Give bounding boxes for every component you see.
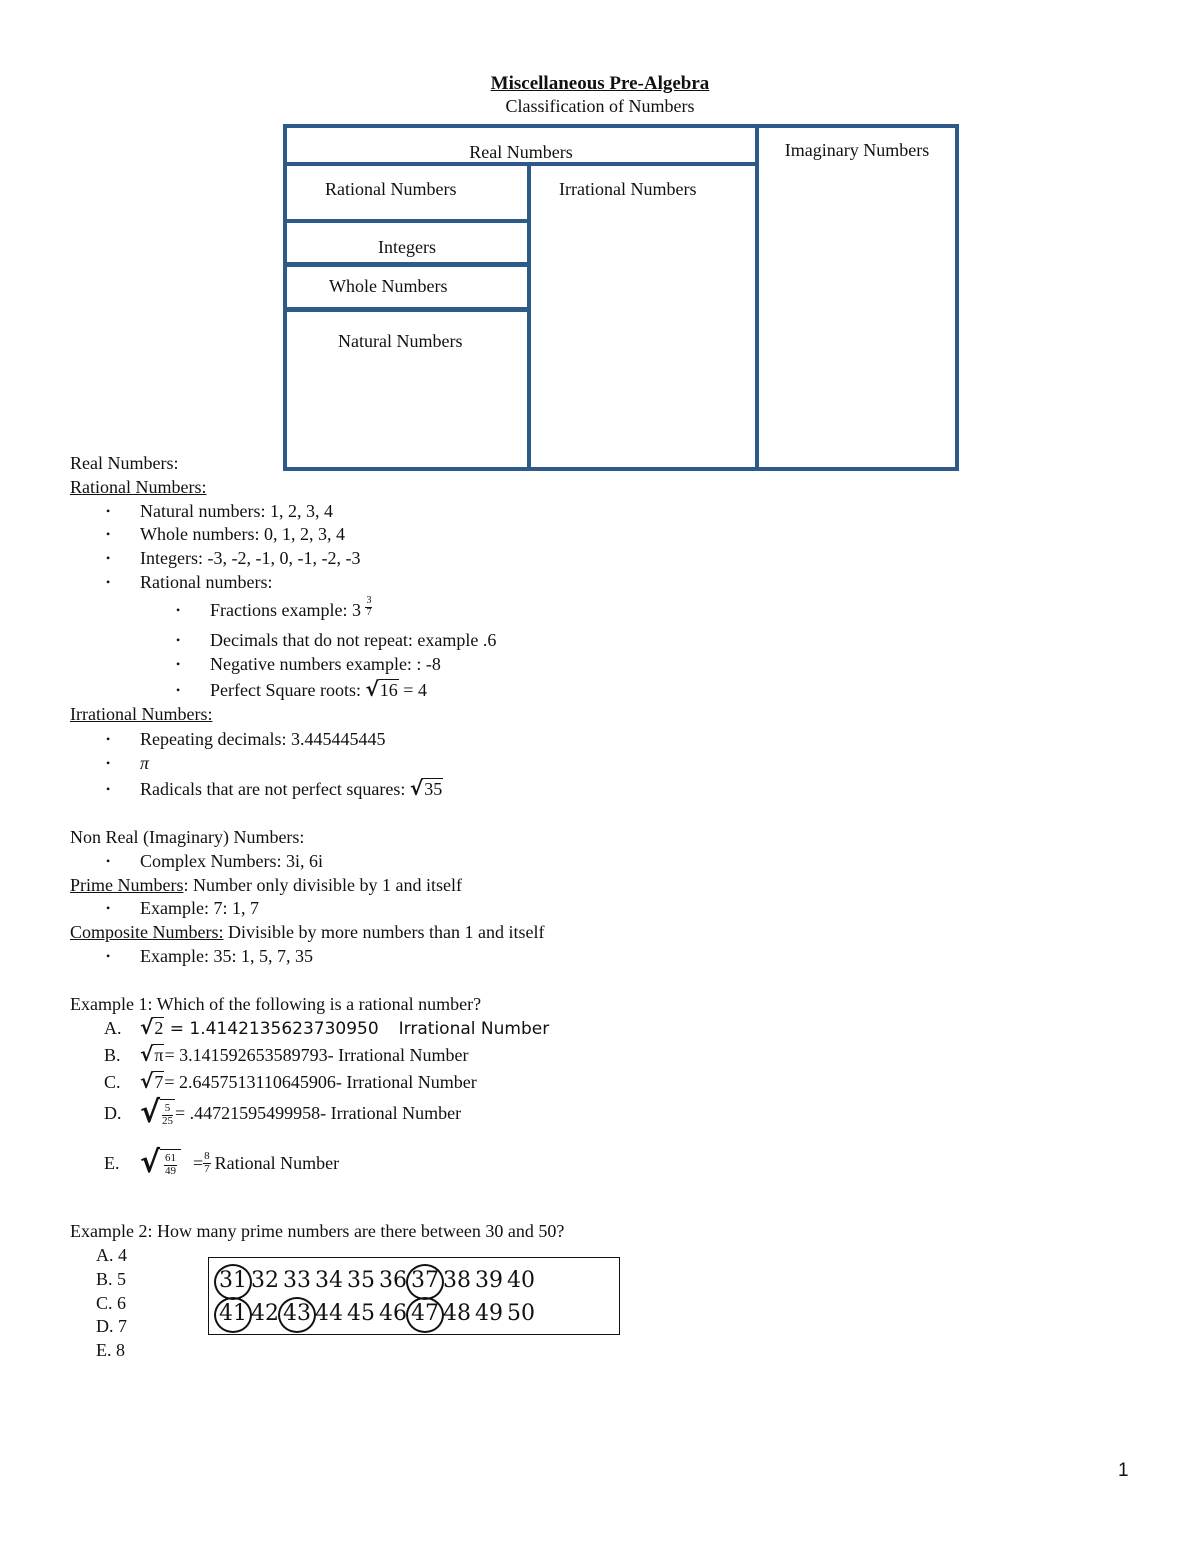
choice-value: = .44721595499958- Irrational Number <box>175 1103 462 1123</box>
list-item: Decimals that do not repeat: example .6 <box>210 630 497 650</box>
bullet-icon: • <box>176 633 181 647</box>
example1-choice-e <box>104 1145 340 1180</box>
choice-note: Irrational Number <box>398 1019 550 1039</box>
list-item <box>140 778 443 798</box>
perfect-square-text: Perfect Square roots: <box>210 680 366 700</box>
page-number: 1 <box>1118 1460 1129 1481</box>
fraction-numerator: 8 <box>204 1149 210 1162</box>
fraction <box>160 1099 175 1127</box>
composite-definition-text: Divisible by more numbers than 1 and itself <box>223 922 545 942</box>
choice-label: E. <box>104 1153 120 1173</box>
bullet-icon: • <box>106 551 111 565</box>
choice-item: E. 8 <box>96 1340 125 1360</box>
list-item: Integers: -3, -2, -1, 0, -1, -2, -3 <box>140 548 361 568</box>
grid-number: 46 <box>379 1301 407 1326</box>
real-numbers-header-divider <box>283 124 759 166</box>
fraction-denominator: 49 <box>165 1164 177 1177</box>
grid-number: 36 <box>379 1268 407 1293</box>
bullet-icon: • <box>106 504 111 518</box>
fraction <box>365 596 372 618</box>
square-root <box>410 778 443 798</box>
list-item: Whole numbers: 0, 1, 2, 3, 4 <box>140 524 345 544</box>
prime-term: Prime Numbers <box>70 875 184 895</box>
choice-label: D. <box>104 1103 122 1123</box>
grid-number: 38 <box>443 1268 471 1293</box>
perfect-square-result: = 4 <box>398 680 427 700</box>
page-title: Miscellaneous Pre-Algebra <box>490 73 710 94</box>
example1-choice-a <box>104 1017 549 1038</box>
square-root <box>140 1095 175 1130</box>
prime-definition-text: : Number only divisible by 1 and itself <box>183 875 462 895</box>
example1-choice-c <box>104 1071 477 1091</box>
fraction-numerator: 5 <box>162 1103 173 1116</box>
composite-numbers-definition <box>70 923 544 941</box>
bullet-icon: • <box>176 683 181 697</box>
example1-choice-d <box>104 1095 462 1130</box>
radicals-text: Radicals that are not perfect squares: <box>140 779 410 799</box>
radical-icon: √ <box>140 1145 161 1180</box>
square-root <box>140 1044 164 1064</box>
radicand: 16 <box>379 680 398 700</box>
fraction <box>203 1151 211 1175</box>
fraction-numerator: 61 <box>165 1151 177 1164</box>
circled-number: 47 <box>411 1301 439 1326</box>
choice-value: = 2.6457513110645906- Irrational Number <box>164 1072 477 1092</box>
circled-number: 41 <box>219 1301 247 1326</box>
natural-numbers-label: Natural Numbers <box>338 331 463 351</box>
grid-number: 42 <box>251 1301 279 1326</box>
list-item: Repeating decimals: 3.445445445 <box>140 729 386 749</box>
radical-icon: √ <box>365 677 379 701</box>
bullet-icon: • <box>176 603 181 617</box>
choice-value: = 3.141592653589793- Irrational Number <box>164 1045 469 1065</box>
bullet-icon: • <box>106 575 111 589</box>
bullet-icon: • <box>176 657 181 671</box>
square-root <box>140 1071 164 1091</box>
choice-item: B. 5 <box>96 1269 127 1289</box>
bullet-icon: • <box>106 527 111 541</box>
list-item: Example: 35: 1, 5, 7, 35 <box>140 946 313 966</box>
example1-choice-b <box>104 1044 469 1064</box>
choice-label: B. <box>104 1045 121 1065</box>
example1-question: Example 1: Which of the following is a rational number? <box>70 994 482 1014</box>
whole-numbers-label: Whole Numbers <box>329 276 448 296</box>
choice-label: A. <box>104 1018 122 1038</box>
choice-item: C. 6 <box>96 1293 127 1313</box>
circled-number: 43 <box>283 1301 311 1326</box>
grid-number: 44 <box>315 1301 343 1326</box>
square-root <box>140 1017 164 1037</box>
fraction-denominator: 7 <box>204 1162 210 1175</box>
grid-number: 34 <box>315 1268 343 1293</box>
radical-icon: √ <box>140 1095 161 1130</box>
real-numbers-label: Real Numbers <box>469 142 573 162</box>
grid-number: 39 <box>475 1268 503 1293</box>
fraction-denominator: 7 <box>366 606 372 618</box>
equals-sign: = <box>193 1153 204 1173</box>
radical-icon: √ <box>140 1042 154 1066</box>
number-grid <box>208 1257 620 1335</box>
fractions-text: Fractions example: 3 <box>210 600 361 621</box>
grid-number: 33 <box>283 1268 311 1293</box>
rational-numbers-heading: Rational Numbers: <box>70 477 207 497</box>
fraction <box>160 1149 181 1177</box>
radical-icon: √ <box>409 776 424 800</box>
choice-label: C. <box>104 1072 121 1092</box>
radical-icon: √ <box>140 1015 154 1039</box>
rational-numbers-label: Rational Numbers <box>325 179 457 199</box>
bullet-icon: • <box>106 949 111 963</box>
grid-number: 45 <box>347 1301 375 1326</box>
choice-value: Rational Number <box>214 1153 340 1173</box>
integers-label: Integers <box>378 237 436 257</box>
choice-item: A. 4 <box>96 1245 127 1265</box>
choice-item: D. 7 <box>96 1316 127 1336</box>
number-grid-row <box>219 1301 539 1326</box>
example2-question: Example 2: How many prime numbers are there between 30 and 50? <box>70 1221 565 1241</box>
number-grid-row <box>219 1268 539 1293</box>
bullet-icon: • <box>106 854 111 868</box>
imaginary-numbers-label: Imaginary Numbers <box>784 140 930 160</box>
radicand: π <box>154 1045 164 1065</box>
list-item <box>210 679 427 699</box>
grid-number: 49 <box>475 1301 503 1326</box>
list-item <box>210 595 372 621</box>
fraction-denominator: 25 <box>162 1114 174 1127</box>
imaginary-numbers-heading: Non Real (Imaginary) Numbers: <box>70 827 305 847</box>
page-subtitle: Classification of Numbers <box>505 96 695 116</box>
choice-value: = 1.4142135623730950 <box>164 1019 379 1039</box>
grid-number: 32 <box>251 1268 279 1293</box>
integers-box <box>283 219 531 267</box>
square-root <box>140 1145 181 1180</box>
list-item: Rational numbers: <box>140 572 273 592</box>
square-root <box>365 679 398 699</box>
grid-number: 50 <box>507 1301 535 1326</box>
circled-number: 31 <box>219 1268 247 1293</box>
real-numbers-heading: Real Numbers: <box>70 453 179 473</box>
list-item: Example: 7: 1, 7 <box>140 898 259 918</box>
radical-icon: √ <box>140 1069 154 1093</box>
circled-number: 37 <box>411 1268 439 1293</box>
bullet-icon: • <box>106 756 111 770</box>
list-item: Negative numbers example: : -8 <box>210 654 441 674</box>
imaginary-numbers-box <box>755 124 959 471</box>
bullet-icon: • <box>106 782 111 796</box>
composite-term: Composite Numbers: <box>70 922 224 942</box>
prime-numbers-definition <box>70 876 462 894</box>
bullet-icon: • <box>106 732 111 746</box>
grid-number: 48 <box>443 1301 471 1326</box>
bullet-icon: • <box>106 901 111 915</box>
list-item: Natural numbers: 1, 2, 3, 4 <box>140 501 333 521</box>
radicand: 35 <box>424 779 443 799</box>
grid-number: 35 <box>347 1268 375 1293</box>
irrational-numbers-heading: Irrational Numbers: <box>70 704 213 724</box>
list-item: π <box>140 753 150 773</box>
radicand: 2 <box>154 1018 164 1038</box>
grid-number: 40 <box>507 1268 535 1293</box>
fraction-numerator: 3 <box>366 595 372 606</box>
irrational-numbers-label: Irrational Numbers <box>559 179 697 199</box>
list-item: Complex Numbers: 3i, 6i <box>140 851 323 871</box>
radicand: 7 <box>154 1072 164 1092</box>
